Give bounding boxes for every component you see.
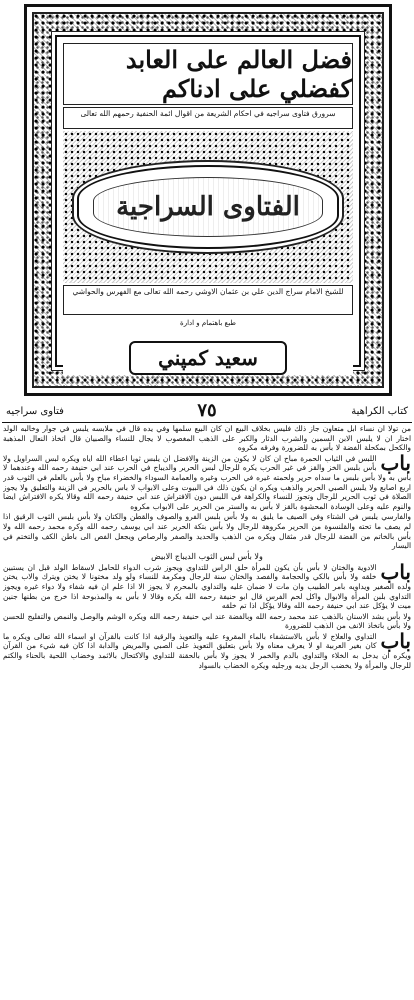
book-title: الفتاوى السراجية — [93, 177, 323, 237]
title-cartouche — [77, 165, 339, 249]
page-body — [3, 424, 411, 996]
section-heading: باب — [380, 559, 411, 584]
page-header — [2, 400, 412, 422]
top-title-band — [63, 43, 353, 105]
paragraph: ولا بأس بشد الاسنان بالذهب عند محمد رحمه الله وبالفضة عند ابي حنيفة رحمه الله ويكره الوشم والوصل والنمص والتفليج للحسن ولا بأس باتخاذ الانف من الذهب للضرورة — [3, 611, 411, 631]
section-heading: باب — [380, 628, 411, 653]
publisher-area — [63, 319, 353, 375]
section-paragraph — [3, 559, 411, 611]
title-plate — [24, 4, 392, 396]
section-paragraph — [3, 628, 411, 670]
publisher-name: سعيد كمپني — [129, 341, 287, 375]
page-number: ٧٥ — [197, 400, 217, 421]
header-right: كتاب الكراهية — [351, 406, 408, 417]
publisher-lines: طبع باهتمام و ادارة — [180, 319, 236, 327]
section-heading: باب — [380, 450, 411, 475]
subtitle-text: سرورق فتاوى سراجيه في احكام الشريعة من اقوال ائمة الحنفية رحمهم الله تعالى — [63, 107, 353, 129]
top-title: فضل العالم على العابد كفضلي على ادناكم — [125, 45, 352, 103]
ornamental-panel — [63, 131, 353, 283]
paragraph-text: التداوي والعلاج لا بأس بالاستشفاء بالماء المقروء عليه والتعويذ والرقية اذا كانت بالقرآن او اسماء الله تعالى ويكره ما كان بغير العربية او لا يعرف معناه ولا بأس بتعليق التعويذ على الصبي والمريض والدابة اذا كان فيه شيء من القرآن ويكره ان يدخل به الخلاء والتداوي بالدم والخمر لا يجوز ولا بأس بالحقنة للتداوي والاكتحال بالاثمد وخضاب اللحية بالحناء والكتم للرجال والمرأة ولا يخضب الرجل يديه ورجليه ويكره الخضاب بالسواد — [3, 631, 411, 670]
paragraph-text: اللبس في الثياب الحمرة مباح ان كان لا يكون من الزينة والافضل ان يلبس ثوبا اعطاء الله اياه ويكره لبس السراويل ولا بأس بلبس الخز والقز في غير الحرب يكره للرجال لبس الحرير والديباج في الحرب عند ابي حنيفة رحمه الله وعندهما لا بأس به ولا بأس بلبس ما سداه حرير ولحمته غيره في الحرب وغيره والعمامة السوداء والخضراء مباح ولا بأس بالعلم في الثوب قدر اربع اصابع ولا يلبس الصبي الحرير والذهب ويكره ان يكون ذلك في البيوت وعلى الابواب لا باس بالحرير في الزينة والتعليق ولا يجوز الصلاة في ثوب الحرير للرجال وتجوز للنساء والكراهة في اللبس دون الافتراش عند ابي حنيفة رحمه الله وقالا يكره الافتراش ايضا والنوم عليه وعلى الوسادة المحشوة بالقز لا بأس به والستر من الحرير على الابواب مكروه — [3, 453, 411, 511]
paragraph-text: الادوية والختان لا بأس بأن يكون للمرأة حلق الراس للتداوي ويجوز شرب الدواء للحامل لاسقاط الولد قبل ان يستبين خلقه ولا بأس بالكي والحجامة والفصد والختان سنة للرجال ومكرمة للنساء ولو ولد مختونا لا يختن ويترك والاب يختن ولده الصغير ويداويه بامر الطبيب وان مات لا ضمان عليه والتداوي بالمحرم لا يجوز الا اذا علم ان فيه شفاء ولا دواء غيره ويجوز التداوي بلبن المرأة والابوال واكل لحم الفرس قال ابو حنيفة رحمه الله يكره وقالا لا بأس به والمذبوحة اذا خرج من بطنها جنين ميت لا يؤكل عند ابي حنيفة رحمه الله وقالا يؤكل اذا تم خلقه — [3, 562, 411, 611]
section-paragraph — [3, 450, 411, 512]
header-rule — [2, 422, 412, 423]
paragraph: من تولا ان نساء ابل متعاون جاز ذلك فليس بخلاف البيع ان كان البيع سلمها وفي يده قال في ملابسه يلبس في جوار وخالبه الولد اختار ان لا يلبس الابن السمين والشرب الدثار والكبر على الذهب المغصوب لا يجال للنساء والصبيان قال اتخاذ النعال المذهبة والكحل بمكحلة الفضة لا بأس به للضرورة وفرقه مكروه — [3, 424, 411, 453]
plate-inner-frame — [55, 35, 361, 370]
paragraph: والفارسي يلبس في الشتاء وفي الصيف ما يليق به ولا بأس بلبس الفرو والصوف والقطن والكتان ولا بأس بلبس الثوب الرقيق اذا لم يصف ما تحته والقلنسوة من الحرير مكروهة للرجال ولا بأس بتكة الحرير عند ابي يوسف رحمه الله وكره محمد رحمه الله ولا بأس بالخاتم من الفضة للرجال قدر مثقال ويكره من الذهب والحديد والصفر والرصاص ويجعل الفص الى باطن الكف والتختم في اليسار — [3, 512, 411, 551]
header-left: فتاوى سراجيه — [6, 406, 64, 417]
author-text: للشيخ الامام سراج الدين علي بن عثمان الاوشي رحمه الله تعالى مع الفهرس والحواشي — [63, 285, 353, 315]
centered-line: ولا بأس لبس الثوب الديباج الابيض — [151, 551, 263, 561]
